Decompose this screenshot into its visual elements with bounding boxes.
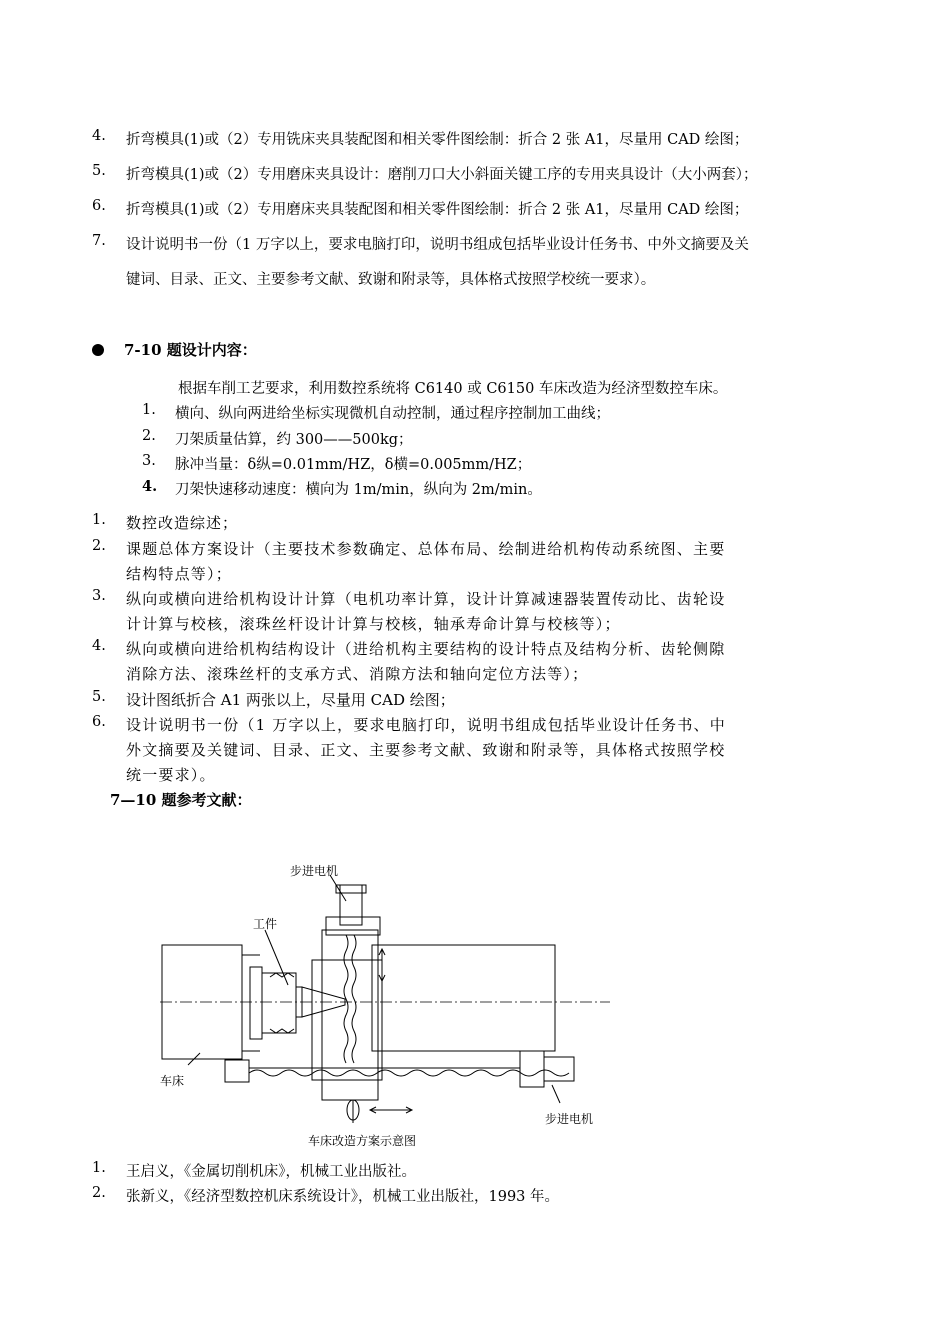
list-number: 2. <box>92 1185 106 1201</box>
list-number: 7. <box>92 233 106 249</box>
list-number: 5. <box>92 163 106 179</box>
section-heading: 7-10 题设计内容： <box>124 341 257 359</box>
lathe-diagram <box>150 855 630 1155</box>
lathe-label: 车床 <box>160 1074 185 1088</box>
list-item-text: 消除方法、滚珠丝杆的支承方式、消隙方法和轴向定位方法等）； <box>126 665 589 683</box>
list-number: 4. <box>142 478 158 495</box>
list-item-text: 折弯模具(1)或（2）专用磨床夹具装配图和相关零件图绘制：折合 2 张 A1，尽量用 CAD 绘图； <box>126 202 749 218</box>
list-item-text: 横向、纵向两进给坐标实现微机自动控制，通过程序控制加工曲线； <box>175 406 610 422</box>
list-item-text: 键词、目录、正文、主要参考文献、致谢和附录等，具体格式按照学校统一要求）。 <box>126 272 656 288</box>
workpiece-label: 工件 <box>253 917 278 931</box>
list-item-text: 结构特点等）； <box>126 565 232 583</box>
list-item-text: 设计图纸折合 A1 两张以上，尽量用 CAD 绘图； <box>126 691 455 709</box>
list-number: 1. <box>142 402 156 418</box>
list-item-text: 课题总体方案设计（主要技术参数确定、总体布局、绘制进给机构传动系统图、主要 <box>126 540 726 558</box>
list-number: 4. <box>92 128 106 144</box>
list-item-text: 计计算与校核，滚珠丝杆设计计算与校核，轴承寿命计算与校核等）； <box>126 615 621 633</box>
list-item-text: 数控改造综述； <box>126 514 239 532</box>
list-item-text: 设计说明书一份（1 万字以上，要求电脑打印，说明书组成包括毕业设计任务书、中 <box>126 716 726 734</box>
list-item-text: 刀架质量估算，约 300——500kg； <box>175 432 413 448</box>
bullet-icon <box>92 344 104 356</box>
list-number: 1. <box>92 1160 106 1176</box>
list-item-text: 统一要求）。 <box>126 766 216 784</box>
list-item-text: 脉冲当量：δ纵=0.01mm/HZ，δ横=0.005mm/HZ； <box>175 457 532 473</box>
reference-text: 张新义，《经济型数控机床系统设计》，机械工业出版社，1993 年。 <box>126 1189 560 1205</box>
list-item-text: 折弯模具(1)或（2）专用磨床夹具设计：磨削刀口大小斜面关键工序的专用夹具设计（大小两套）； <box>126 167 758 183</box>
list-item-text: 设计说明书一份（1 万字以上，要求电脑打印，说明书组成包括毕业设计任务书、中外文摘要及关 <box>126 237 749 253</box>
stepper-motor-label-bottom: 步进电机 <box>545 1112 594 1126</box>
figure-caption: 车床改造方案示意图 <box>308 1134 417 1148</box>
list-number: 3. <box>142 453 156 469</box>
list-number: 5. <box>92 689 106 705</box>
list-number: 6. <box>92 198 106 214</box>
stepper-motor-label-top: 步进电机 <box>290 864 339 878</box>
intro-text: 根据车削工艺要求，利用数控系统将 C6140 或 C6150 车床改造为经济型数控车床。 <box>178 381 728 397</box>
list-item-text: 外文摘要及关键词、目录、正文、主要参考文献、致谢和附录等，具体格式按照学校 <box>126 741 726 759</box>
list-number: 6. <box>92 714 106 730</box>
list-number: 3. <box>92 588 106 604</box>
list-number: 2. <box>142 428 156 444</box>
list-number: 1. <box>92 512 106 528</box>
reference-text: 王启义，《金属切削机床》，机械工业出版社。 <box>126 1164 416 1180</box>
references-heading: 7—10 题参考文献： <box>110 791 252 809</box>
list-item-text: 刀架快速移动速度：横向为 1m/min，纵向为 2m/min。 <box>175 482 542 498</box>
list-number: 4. <box>92 638 106 654</box>
list-item-text: 折弯模具(1)或（2）专用铣床夹具装配图和相关零件图绘制：折合 2 张 A1，尽量用 CAD 绘图； <box>126 132 749 148</box>
list-item-text: 纵向或横向进给机构结构设计（进给机构主要结构的设计特点及结构分析、齿轮侧隙 <box>126 640 726 658</box>
list-item-text: 纵向或横向进给机构设计计算（电机功率计算，设计计算减速器装置传动比、齿轮设 <box>126 590 726 608</box>
lathe-schematic <box>150 855 630 1155</box>
list-number: 2. <box>92 538 106 554</box>
